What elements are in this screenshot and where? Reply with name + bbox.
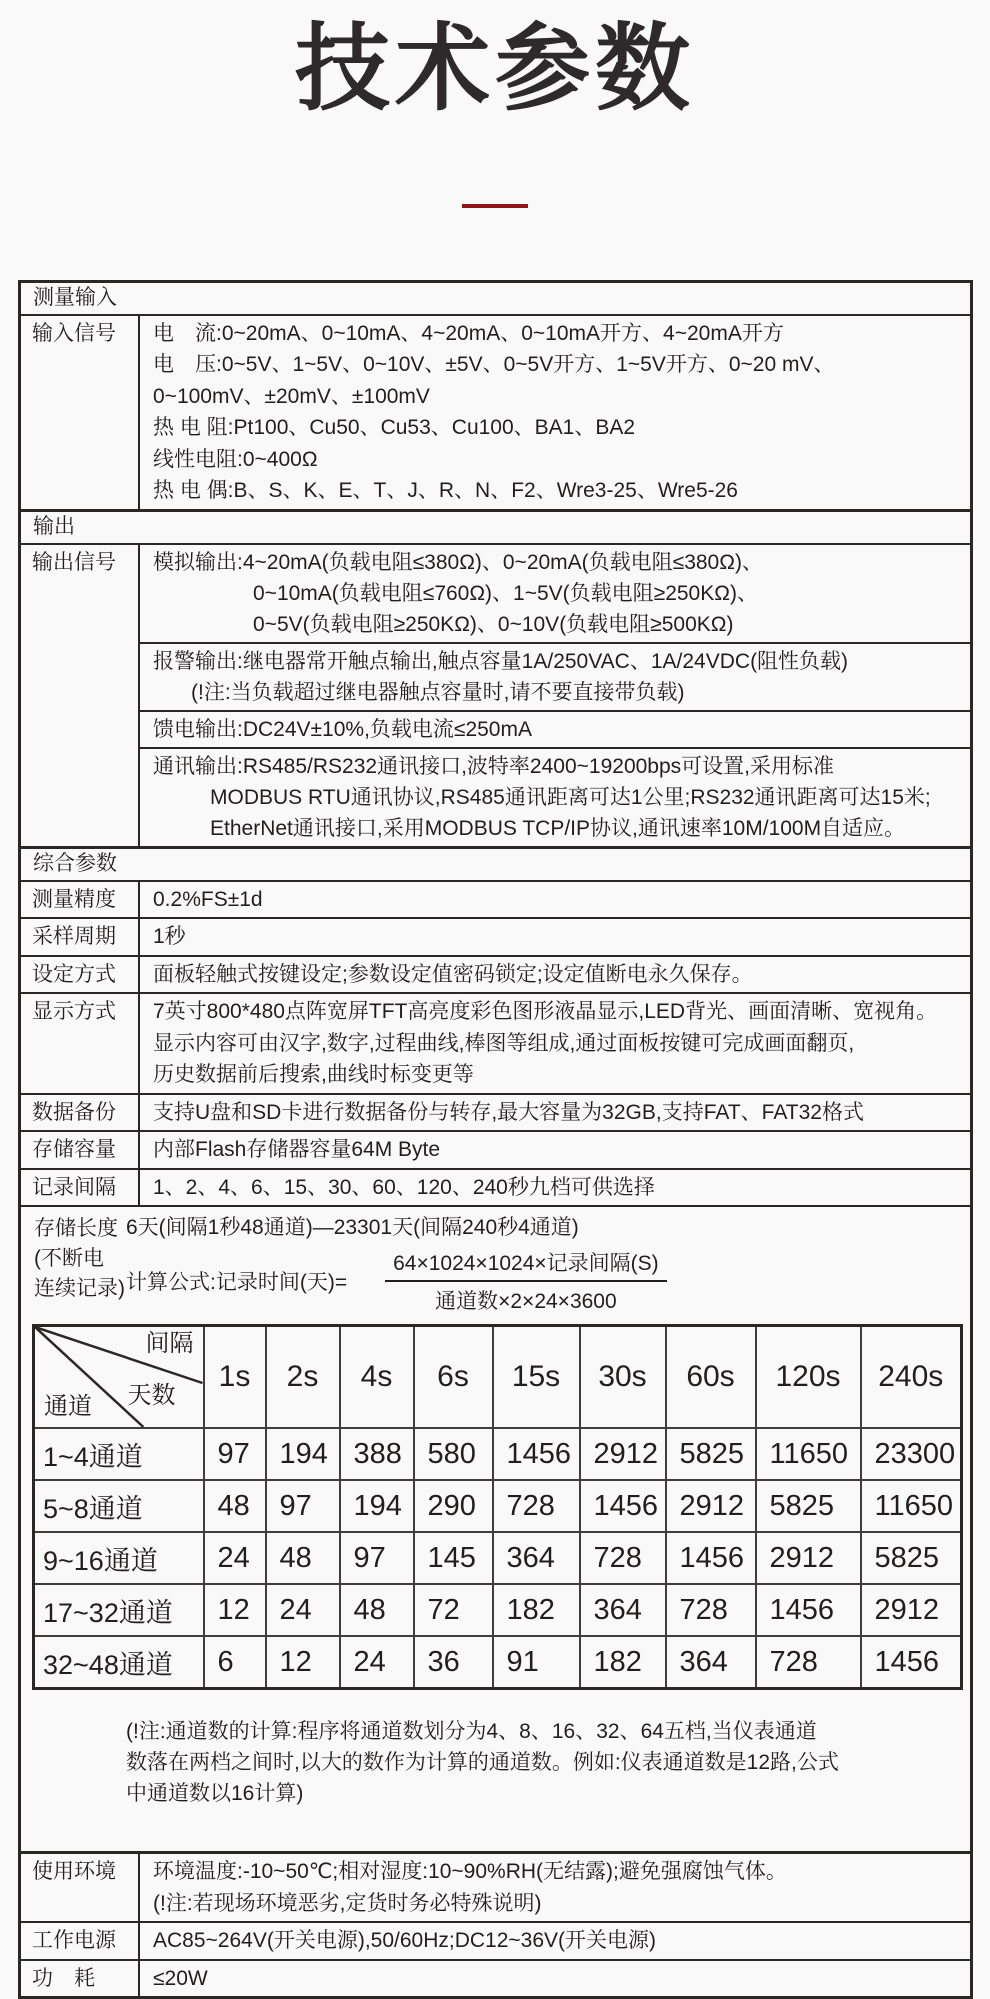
days-value-cell: 24 <box>340 1636 414 1689</box>
storage-note <box>126 1716 950 1851</box>
days-value-cell: 72 <box>414 1584 493 1636</box>
days-value-cell: 364 <box>580 1584 666 1636</box>
days-value-cell: 91 <box>493 1636 580 1689</box>
output-signal-subrows <box>140 545 970 846</box>
interval-column-header: 30s <box>580 1326 666 1429</box>
spec-label: 设定方式 <box>21 957 140 993</box>
interval-column-header: 4s <box>340 1326 414 1429</box>
interval-column-header: 60s <box>666 1326 756 1429</box>
days-value-cell: 728 <box>756 1636 861 1689</box>
days-value-cell: 23300 <box>861 1428 962 1480</box>
days-value-cell: 290 <box>414 1480 493 1532</box>
spec-label: 工作电源 <box>21 1923 140 1959</box>
storage-formula <box>126 1247 960 1315</box>
spec-label: 存储容量 <box>21 1132 140 1168</box>
spec-value: 面板轻触式按键设定;参数设定值密码锁定;设定值断电永久保存。 <box>153 962 753 986</box>
spec-value: 0.2%FS±1d <box>153 887 263 911</box>
section-row-measure-input <box>21 283 970 314</box>
days-value-cell: 2912 <box>861 1584 962 1636</box>
note-line: 中通道数以16计算) <box>126 1782 304 1806</box>
title-underline-divider <box>462 204 528 208</box>
subrow-feed-output <box>140 710 970 747</box>
spec-line: 热 电 偶:B、S、K、E、T、J、R、N、F2、Wre3-25、Wre5-26 <box>153 479 738 503</box>
channel-row <box>34 1428 962 1480</box>
channel-row <box>34 1584 962 1636</box>
row-accuracy <box>21 880 970 918</box>
days-value-cell: 24 <box>204 1532 266 1584</box>
days-value-cell: 580 <box>414 1428 493 1480</box>
spec-line: 线性电阻:0~400Ω <box>153 447 318 471</box>
spec-line: 热 电 阻:Pt100、Cu50、Cu53、Cu100、BA1、BA2 <box>153 416 636 440</box>
spec-value: 支持U盘和SD卡进行数据备份与转存,最大容量为32GB,支持FAT、FAT32格式 <box>153 1100 864 1124</box>
formula-numerator: 64×1024×1024×记录间隔(S) <box>385 1247 667 1282</box>
spec-label: 使用环境 <box>21 1854 140 1921</box>
storage-table-body <box>34 1428 962 1689</box>
channel-label-cell: 9~16通道 <box>34 1532 204 1584</box>
spec-label: 功 耗 <box>21 1961 140 1997</box>
days-value-cell: 182 <box>493 1584 580 1636</box>
days-value-cell: 728 <box>580 1532 666 1584</box>
row-power-consumption <box>21 1959 970 1997</box>
corner-label-channel: 通道 <box>44 1393 92 1421</box>
row-storage-length <box>21 1205 970 1851</box>
spec-value: ≤20W <box>153 1966 208 1990</box>
days-value-cell: 1456 <box>580 1480 666 1532</box>
channel-row <box>34 1532 962 1584</box>
days-value-cell: 97 <box>340 1532 414 1584</box>
spec-label: 显示方式 <box>21 994 140 1093</box>
days-value-cell: 1456 <box>666 1532 756 1584</box>
formula-fraction <box>385 1247 667 1315</box>
days-value-cell: 182 <box>580 1636 666 1689</box>
storage-table-header-row <box>34 1326 962 1429</box>
spec-line: 7英寸800*480点阵宽屏TFT高亮度彩色图形液晶显示,LED背光、画面清晰、宽视角。 <box>153 1000 938 1024</box>
spec-value <box>140 316 970 509</box>
spec-label: 采样周期 <box>21 919 140 955</box>
days-value-cell: 388 <box>340 1428 414 1480</box>
corner-label-interval: 间隔 <box>145 1330 194 1358</box>
spec-line: 0~100mV、±20mV、±100mV <box>153 384 430 408</box>
days-value-cell: 5825 <box>756 1480 861 1532</box>
spec-line: 模拟输出:4~20mA(负载电阻≤380Ω)、0~20mA(负载电阻≤380Ω)、 <box>153 550 763 574</box>
days-value-cell: 97 <box>204 1428 266 1480</box>
days-value-cell: 5825 <box>666 1428 756 1480</box>
spec-line: (!注:若现场环境恶劣,定货时务必特殊说明) <box>153 1891 542 1915</box>
days-value-cell: 728 <box>493 1480 580 1532</box>
storage-days-table <box>32 1324 963 1690</box>
days-value-cell: 11650 <box>756 1428 861 1480</box>
days-value-cell: 728 <box>666 1584 756 1636</box>
days-value-cell: 12 <box>204 1584 266 1636</box>
days-value-cell: 364 <box>493 1532 580 1584</box>
spec-label: 测量精度 <box>21 882 140 918</box>
days-value-cell: 364 <box>666 1636 756 1689</box>
spec-value: 1、2、4、6、15、30、60、120、240秒九档可供选择 <box>153 1175 655 1199</box>
spec-line: 环境温度:-10~50℃;相对湿度:10~90%RH(无结露);避免强腐蚀气体。 <box>153 1860 787 1884</box>
spec-label: 记录间隔 <box>21 1170 140 1206</box>
storage-range-line: 6天(间隔1秒48通道)—23301天(间隔240秒4通道) <box>126 1216 579 1240</box>
section-row-general <box>21 846 970 880</box>
row-capacity <box>21 1130 970 1168</box>
spec-line: EtherNet通讯接口,采用MODBUS TCP/IP协议,通讯速率10M/100M自适应。 <box>210 816 906 840</box>
spec-value: 1秒 <box>153 925 186 949</box>
spec-line: 馈电输出:DC24V±10%,负载电流≤250mA <box>153 717 532 741</box>
days-value-cell: 1456 <box>493 1428 580 1480</box>
days-value-cell: 194 <box>266 1428 340 1480</box>
spec-line: 电 流:0~20mA、0~10mA、4~20mA、0~10mA开方、4~20mA开方 <box>153 321 784 345</box>
section-row-output <box>21 509 970 543</box>
spec-line: 0~10mA(负载电阻≤760Ω)、1~5V(负载电阻≥250KΩ)、 <box>253 581 758 605</box>
days-value-cell: 97 <box>266 1480 340 1532</box>
channel-row <box>34 1636 962 1689</box>
spec-line: 报警输出:继电器常开触点输出,触点容量1A/250VAC、1A/24VDC(阻性负载) <box>153 649 849 673</box>
formula-prefix: 计算公式:记录时间(天)= <box>126 1271 348 1295</box>
spec-line: 电 压:0~5V、1~5V、0~10V、±5V、0~5V开方、1~5V开方、0~20 mV、 <box>153 353 835 377</box>
days-value-cell: 2912 <box>756 1532 861 1584</box>
row-display <box>21 992 970 1093</box>
row-output-signal <box>21 543 970 846</box>
corner-label-days: 天数 <box>127 1382 176 1410</box>
spec-label-line: 存储长度 <box>34 1217 118 1241</box>
spec-line: 历史数据前后搜索,曲线时标变更等 <box>153 1063 474 1087</box>
channel-label-cell: 32~48通道 <box>34 1636 204 1689</box>
days-value-cell: 2912 <box>580 1428 666 1480</box>
spec-value <box>140 1854 970 1921</box>
corner-header-cell <box>34 1326 204 1429</box>
spec-line: 0~5V(负载电阻≥250KΩ)、0~10V(负载电阻≥500KΩ) <box>253 612 734 636</box>
interval-column-header: 15s <box>493 1326 580 1429</box>
subrow-alarm-output <box>140 642 970 710</box>
days-value-cell: 11650 <box>861 1480 962 1532</box>
spec-value: AC85~264V(开关电源),50/60Hz;DC12~36V(开关电源) <box>153 1929 657 1953</box>
row-power-supply <box>21 1921 970 1959</box>
days-value-cell: 2912 <box>666 1480 756 1532</box>
row-sampling <box>21 917 970 955</box>
note-line: (!注:通道数的计算:程序将通道数划分为4、8、16、32、64五档,当仪表通道 <box>126 1720 817 1744</box>
section-title: 综合参数 <box>33 851 117 875</box>
channel-row <box>34 1480 962 1532</box>
row-setting <box>21 955 970 993</box>
days-value-cell: 24 <box>266 1584 340 1636</box>
row-backup <box>21 1093 970 1131</box>
spec-value <box>140 994 970 1093</box>
spec-line: MODBUS RTU通讯协议,RS485通讯距离可达1公里;RS232通讯距离可达15米; <box>210 785 931 809</box>
channel-label-cell: 17~32通道 <box>34 1584 204 1636</box>
days-value-cell: 48 <box>340 1584 414 1636</box>
interval-column-header: 6s <box>414 1326 493 1429</box>
spec-line: 通讯输出:RS485/RS232通讯接口,波特率2400~19200bps可设置,采用标准 <box>153 754 834 778</box>
spec-label: 输入信号 <box>21 316 140 509</box>
days-value-cell: 145 <box>414 1532 493 1584</box>
days-value-cell: 48 <box>266 1532 340 1584</box>
interval-column-header: 120s <box>756 1326 861 1429</box>
page-title: 技术参数 <box>294 16 695 122</box>
spec-line: (!注:当负载超过继电器触点容量时,请不要直接带负载) <box>191 680 685 704</box>
spec-line: 显示内容可由汉字,数字,过程曲线,棒图等组成,通过面板按键可完成画面翻页, <box>153 1031 855 1055</box>
interval-column-header: 1s <box>204 1326 266 1429</box>
spec-label-line: (不断电 <box>34 1247 104 1271</box>
subrow-comm-output <box>140 747 970 846</box>
days-value-cell: 6 <box>204 1636 266 1689</box>
interval-column-header: 240s <box>861 1326 962 1429</box>
days-value-cell: 48 <box>204 1480 266 1532</box>
days-value-cell: 194 <box>340 1480 414 1532</box>
days-value-cell: 1456 <box>861 1636 962 1689</box>
days-value-cell: 1456 <box>756 1584 861 1636</box>
section-title: 输出 <box>33 514 75 538</box>
row-interval <box>21 1168 970 1206</box>
days-value-cell: 36 <box>414 1636 493 1689</box>
section-title: 测量输入 <box>33 285 117 309</box>
spec-label: 输出信号 <box>21 545 140 846</box>
interval-column-header: 2s <box>266 1326 340 1429</box>
spec-value: 内部Flash存储器容量64M Byte <box>153 1138 441 1162</box>
spec-label-line: 连续记录) <box>34 1277 125 1301</box>
spec-table <box>18 280 973 1999</box>
formula-denominator: 通道数×2×24×3600 <box>435 1290 617 1314</box>
channel-label-cell: 1~4通道 <box>34 1428 204 1480</box>
subrow-analog-output <box>140 545 970 642</box>
row-input-signal <box>21 314 970 509</box>
note-line: 数落在两档之间时,以大的数作为计算的通道数。例如:仪表通道数是12路,公式 <box>126 1751 839 1775</box>
spec-label: 数据备份 <box>21 1095 140 1131</box>
spec-label <box>34 1214 138 1304</box>
days-value-cell: 5825 <box>861 1532 962 1584</box>
channel-label-cell: 5~8通道 <box>34 1480 204 1532</box>
days-value-cell: 12 <box>266 1636 340 1689</box>
